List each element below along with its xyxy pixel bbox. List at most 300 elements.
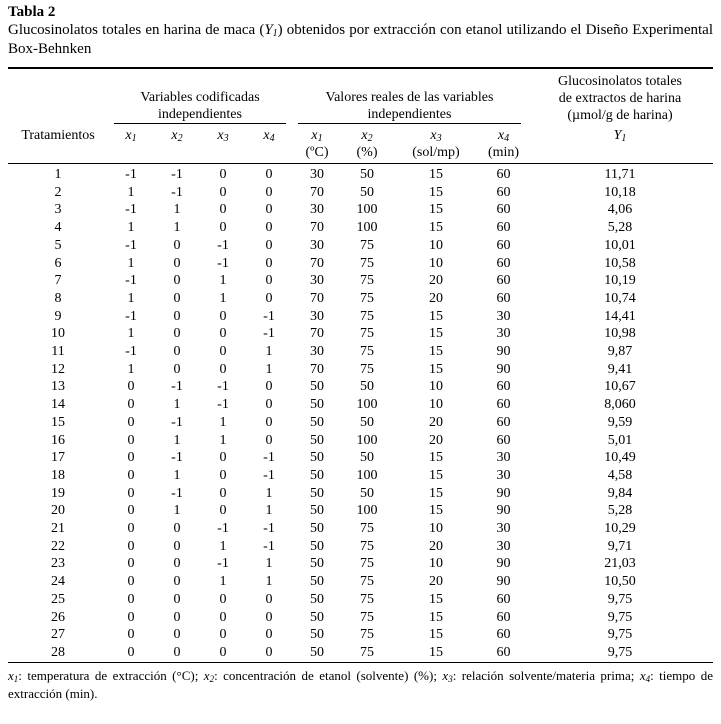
coded-x2-cell: 1 bbox=[173, 432, 181, 448]
coded-x3-cell: 1 bbox=[219, 432, 227, 448]
glucosinolatos-y1-cell: 5,28 bbox=[607, 503, 633, 519]
real-x1-cell: 50 bbox=[310, 414, 324, 430]
coded-x3-cell: 0 bbox=[219, 503, 227, 519]
tratamiento-cell: 25 bbox=[51, 591, 65, 607]
coded-x4-cell: 1 bbox=[265, 503, 273, 519]
coded-x3-cell: 1 bbox=[219, 574, 227, 590]
real-x2-cell: 75 bbox=[360, 344, 374, 360]
coded-x3-cell: 1 bbox=[219, 538, 227, 554]
real-x4-cell: 90 bbox=[496, 503, 511, 519]
caption-text-after: ) obtenidos por extracción con etanol utilizando el Diseño Experimental Box-Behnken bbox=[8, 22, 713, 57]
real-x1-cell: 50 bbox=[310, 503, 324, 519]
table-row bbox=[8, 644, 713, 662]
tratamiento-cell: 27 bbox=[51, 627, 65, 643]
real-x4-cell: 60 bbox=[496, 273, 511, 289]
real-x1-cell: 30 bbox=[310, 273, 324, 289]
caption-text-before: Glucosinolatos totales en harina de maca ( bbox=[8, 22, 265, 38]
real-x1-cell: 70 bbox=[310, 255, 324, 271]
real-x1-cell: 70 bbox=[310, 220, 324, 236]
coded-x2-cell: 1 bbox=[173, 397, 181, 413]
coded-x3-cell: 1 bbox=[219, 414, 227, 430]
real-x3-cell: 15 bbox=[429, 485, 443, 501]
result-y1-header: $Y_1$ bbox=[613, 128, 627, 144]
coded-x1-cell: 0 bbox=[127, 609, 135, 625]
glucosinolatos-y1-cell: 9,84 bbox=[607, 485, 633, 501]
real-x3-cell: 20 bbox=[429, 574, 443, 590]
real-x2-cell: 50 bbox=[360, 414, 374, 430]
coded-x1-cell: 0 bbox=[127, 414, 135, 430]
real-x4-cell: 30 bbox=[496, 450, 511, 466]
real-x1-cell: 50 bbox=[310, 556, 324, 572]
real-x1-cell: 70 bbox=[310, 184, 324, 200]
coded-x4-header: $x_4$ bbox=[263, 128, 275, 144]
coded-x4-cell: -1 bbox=[263, 521, 275, 537]
glucosinolatos-y1-cell: 10,49 bbox=[604, 450, 636, 466]
coded-x3-cell: 0 bbox=[219, 467, 227, 483]
coded-x3-cell: 1 bbox=[219, 290, 227, 306]
table-row bbox=[8, 237, 713, 255]
coded-x3-cell: -1 bbox=[217, 521, 229, 537]
coded-x3-header: $x_3$ bbox=[217, 128, 229, 144]
glucosinolatos-y1-cell: 8,060 bbox=[604, 397, 636, 413]
real-x2-unit: (%) bbox=[342, 144, 392, 164]
real-x4-cell: 60 bbox=[480, 644, 527, 662]
real-x1-cell: 50 bbox=[310, 627, 324, 643]
table-row bbox=[8, 272, 713, 290]
table-row bbox=[8, 184, 713, 202]
coded-x1-cell: 0 bbox=[127, 432, 135, 448]
coded-x2-cell: 0 bbox=[173, 521, 181, 537]
real-x3-cell: 15 bbox=[392, 644, 480, 662]
coded-x2-cell: 0 bbox=[173, 344, 181, 360]
real-x3-cell: 15 bbox=[429, 609, 443, 625]
real-x1-unit: (ºC) bbox=[292, 144, 342, 164]
tratamiento-cell: 11 bbox=[51, 344, 65, 360]
table-row bbox=[8, 449, 713, 467]
coded-x1-cell: 1 bbox=[127, 184, 135, 200]
tratamiento-cell: 26 bbox=[51, 609, 65, 625]
coded-x1-cell: 0 bbox=[127, 556, 135, 572]
real-x1-header: $x_1$ bbox=[311, 128, 323, 144]
real-x2-cell: 75 bbox=[360, 574, 374, 590]
result-header: Glucosinolatos totales de extractos de harina (µmol/g de harina) bbox=[557, 74, 683, 123]
real-x3-cell: 15 bbox=[429, 361, 443, 377]
coded-x3-cell: 0 bbox=[219, 184, 227, 200]
header-row-vars bbox=[8, 124, 713, 144]
table-row bbox=[8, 201, 713, 219]
coded-x4-cell: 0 bbox=[265, 397, 273, 413]
coded-x1-cell: 1 bbox=[127, 326, 135, 342]
real-x4-cell: 90 bbox=[496, 556, 511, 572]
coded-x1-cell: 1 bbox=[127, 255, 135, 271]
glucosinolatos-y1-cell: 10,50 bbox=[604, 574, 636, 590]
coded-x3-cell: 0 bbox=[219, 591, 227, 607]
coded-x2-cell: -1 bbox=[171, 450, 183, 466]
real-x3-cell: 15 bbox=[429, 308, 443, 324]
real-x2-cell: 100 bbox=[356, 467, 378, 483]
coded-x2-cell: -1 bbox=[171, 485, 183, 501]
coded-x2-cell: 1 bbox=[173, 202, 181, 218]
real-x3-cell: 15 bbox=[429, 202, 443, 218]
real-x3-cell: 20 bbox=[429, 290, 443, 306]
glucosinolatos-y1-cell: 9,75 bbox=[607, 609, 633, 625]
real-x2-cell: 50 bbox=[360, 184, 374, 200]
coded-x4-cell: 0 bbox=[265, 609, 273, 625]
coded-x3-cell: 0 bbox=[219, 326, 227, 342]
table-row bbox=[8, 538, 713, 556]
glucosinolatos-y1-cell: 10,19 bbox=[604, 273, 636, 289]
real-x4-cell: 90 bbox=[496, 344, 511, 360]
coded-x3-cell: 0 bbox=[200, 644, 246, 662]
real-x2-cell: 75 bbox=[360, 255, 374, 271]
real-x3-cell: 10 bbox=[429, 379, 443, 395]
glucosinolatos-y1-cell: 10,18 bbox=[604, 184, 636, 200]
real-x3-cell: 15 bbox=[429, 627, 443, 643]
coded-x4-cell: 0 bbox=[265, 414, 273, 430]
real-x2-header: $x_2$ bbox=[361, 128, 373, 144]
coded-x1-header: $x_1$ bbox=[125, 128, 137, 144]
coded-x4-cell: 0 bbox=[265, 290, 273, 306]
glucosinolatos-y1-cell: 10,74 bbox=[604, 290, 636, 306]
glucosinolatos-y1-cell: 10,58 bbox=[604, 255, 636, 271]
tratamiento-cell: 21 bbox=[51, 521, 65, 537]
coded-x2-cell: -1 bbox=[171, 379, 183, 395]
footnote-text: : relación solvente/materia prima; bbox=[452, 667, 640, 683]
coded-x1-cell: 0 bbox=[127, 503, 135, 519]
real-x1-cell: 30 bbox=[310, 167, 324, 182]
real-x2-cell: 50 bbox=[360, 167, 374, 182]
real-x2-cell: 100 bbox=[356, 432, 378, 448]
real-x2-cell: 100 bbox=[356, 202, 378, 218]
coded-x1-cell: 1 bbox=[127, 290, 135, 306]
glucosinolatos-y1-cell: 9,75 bbox=[607, 591, 633, 607]
table-row bbox=[8, 485, 713, 503]
real-x2-cell: 75 bbox=[360, 308, 374, 324]
document bbox=[8, 3, 713, 703]
real-x4-cell: 60 bbox=[496, 627, 511, 643]
coded-x4-cell: 0 bbox=[265, 184, 273, 200]
coded-x3-cell: -1 bbox=[217, 379, 229, 395]
coded-x2-cell: 1 bbox=[173, 503, 181, 519]
real-x2-cell: 75 bbox=[360, 361, 374, 377]
table-row bbox=[8, 343, 713, 361]
real-x1-cell: 50 bbox=[310, 450, 324, 466]
coded-x2-cell: 0 bbox=[173, 609, 181, 625]
real-x2-cell: 75 bbox=[360, 326, 374, 342]
coded-x3-cell: 1 bbox=[219, 273, 227, 289]
coded-x1-cell: 0 bbox=[127, 467, 135, 483]
coded-x2-cell: -1 bbox=[171, 414, 183, 430]
coded-x1-cell: -1 bbox=[125, 273, 137, 289]
real-x1-cell: 50 bbox=[310, 467, 324, 483]
coded-x2-cell: 0 bbox=[173, 308, 181, 324]
glucosinolatos-y1-cell: 9,87 bbox=[607, 344, 633, 360]
glucosinolatos-y1-cell: 4,06 bbox=[607, 202, 633, 218]
coded-x1-cell: 0 bbox=[127, 627, 135, 643]
real-x1-cell: 50 bbox=[310, 591, 324, 607]
real-x3-cell: 15 bbox=[429, 591, 443, 607]
coded-x3-cell: -1 bbox=[217, 556, 229, 572]
coded-x3-cell: 0 bbox=[219, 344, 227, 360]
real-x1-cell: 50 bbox=[310, 538, 324, 554]
real-x1-cell: 30 bbox=[310, 308, 324, 324]
coded-x4-cell: -1 bbox=[263, 538, 275, 554]
footnote-variable: $x_2$ bbox=[203, 667, 215, 684]
real-x2-cell: 75 bbox=[360, 627, 374, 643]
tratamiento-cell: 28 bbox=[8, 644, 108, 662]
real-x3-cell: 10 bbox=[429, 556, 443, 572]
table-row bbox=[8, 361, 713, 379]
header-row-units bbox=[8, 144, 713, 164]
header-row-groups bbox=[8, 69, 713, 124]
coded-x3-cell: 0 bbox=[219, 220, 227, 236]
glucosinolatos-y1-cell: 9,41 bbox=[607, 361, 633, 377]
coded-x4-cell: 0 bbox=[265, 591, 273, 607]
real-x2-cell: 75 bbox=[360, 609, 374, 625]
footnote-variable: $x_3$ bbox=[442, 667, 453, 684]
real-x4-cell: 60 bbox=[496, 255, 511, 271]
coded-x1-cell: -1 bbox=[125, 308, 137, 324]
coded-x3-cell: -1 bbox=[217, 255, 229, 271]
table-row bbox=[8, 414, 713, 432]
real-x1-cell: 30 bbox=[310, 237, 324, 253]
coded-x2-cell: 0 bbox=[173, 237, 181, 253]
glucosinolatos-y1-cell: 5,01 bbox=[607, 432, 633, 448]
coded-x2-cell: 0 bbox=[173, 538, 181, 554]
real-x2-cell: 75 bbox=[360, 521, 374, 537]
table-row bbox=[8, 378, 713, 396]
tratamiento-cell: 5 bbox=[54, 237, 62, 253]
real-x2-cell: 100 bbox=[356, 503, 378, 519]
table-row bbox=[8, 502, 713, 520]
table-row bbox=[8, 467, 713, 485]
real-x4-cell: 30 bbox=[496, 521, 511, 537]
real-x3-unit: (sol/mp) bbox=[392, 144, 480, 164]
real-x1-cell: 50 bbox=[310, 521, 324, 537]
tratamiento-cell: 22 bbox=[51, 538, 65, 554]
real-x3-cell: 15 bbox=[429, 220, 443, 236]
coded-x1-cell: 0 bbox=[127, 538, 135, 554]
real-x4-cell: 90 bbox=[496, 574, 511, 590]
real-x3-cell: 10 bbox=[429, 237, 443, 253]
real-x3-cell: 15 bbox=[429, 326, 443, 342]
coded-x2-cell: 0 bbox=[173, 290, 181, 306]
tratamiento-cell: 8 bbox=[54, 290, 62, 306]
real-x3-cell: 10 bbox=[429, 397, 443, 413]
real-x4-cell: 60 bbox=[496, 167, 511, 182]
coded-x2-cell: -1 bbox=[171, 184, 183, 200]
tratamiento-cell: 24 bbox=[51, 574, 65, 590]
coded-x2-cell: 0 bbox=[173, 255, 181, 271]
real-x2-cell: 75 bbox=[360, 237, 374, 253]
tratamiento-cell: 20 bbox=[51, 503, 65, 519]
coded-x4-cell: 0 bbox=[265, 237, 273, 253]
data-table bbox=[8, 69, 713, 663]
coded-x2-cell: 0 bbox=[173, 273, 181, 289]
real-x4-header: $x_4$ bbox=[497, 128, 510, 144]
real-x2-cell: 75 bbox=[360, 290, 374, 306]
coded-x4-cell: 0 bbox=[246, 644, 292, 662]
tratamiento-cell: 7 bbox=[54, 273, 62, 289]
caption-variable: $Y_1$ bbox=[264, 22, 278, 39]
real-x1-cell: 70 bbox=[310, 326, 324, 342]
tratamiento-cell: 19 bbox=[51, 485, 65, 501]
coded-x4-cell: 0 bbox=[265, 379, 273, 395]
real-x4-cell: 30 bbox=[496, 538, 511, 554]
coded-x4-cell: 0 bbox=[265, 627, 273, 643]
coded-x3-cell: 0 bbox=[219, 308, 227, 324]
coded-x1-cell: 1 bbox=[127, 220, 135, 236]
real-x4-cell: 60 bbox=[496, 379, 511, 395]
real-x2-cell: 75 bbox=[360, 538, 374, 554]
real-x1-cell: 30 bbox=[310, 202, 324, 218]
coded-x3-cell: 0 bbox=[219, 627, 227, 643]
real-x4-cell: 60 bbox=[496, 290, 511, 306]
coded-x2-cell: 0 bbox=[154, 644, 200, 662]
coded-variables-header: Variables codificadas independientes bbox=[108, 69, 292, 124]
coded-x3-cell: 0 bbox=[219, 609, 227, 625]
footnote-text: : temperatura de extracción (°C); bbox=[18, 667, 204, 683]
real-x3-cell: 20 bbox=[429, 432, 443, 448]
tratamientos-header: Tratamientos bbox=[8, 124, 108, 164]
real-x4-unit: (min) bbox=[480, 144, 527, 164]
real-x1-cell: 70 bbox=[310, 361, 324, 377]
real-x3-cell: 15 bbox=[429, 184, 443, 200]
tratamiento-cell: 23 bbox=[51, 556, 65, 572]
table-row bbox=[8, 555, 713, 573]
coded-x3-cell: 0 bbox=[219, 485, 227, 501]
table-row bbox=[8, 219, 713, 237]
coded-x2-cell: 0 bbox=[173, 326, 181, 342]
real-x4-cell: 60 bbox=[496, 609, 511, 625]
glucosinolatos-y1-cell: 9,71 bbox=[607, 538, 633, 554]
table-row bbox=[8, 626, 713, 644]
glucosinolatos-y1-cell: 5,28 bbox=[607, 220, 633, 236]
real-x3-cell: 15 bbox=[429, 167, 443, 182]
table-row bbox=[8, 308, 713, 326]
table-row bbox=[8, 325, 713, 343]
tratamiento-cell: 12 bbox=[51, 361, 65, 377]
footnote-text: : concentración de etanol (solvente) (%); bbox=[214, 667, 443, 683]
coded-x4-cell: -1 bbox=[263, 467, 275, 483]
coded-x4-cell: 1 bbox=[265, 485, 273, 501]
glucosinolatos-y1-cell: 11,71 bbox=[604, 167, 636, 182]
table-body bbox=[8, 164, 713, 663]
tratamiento-cell: 17 bbox=[51, 450, 65, 466]
real-x3-cell: 20 bbox=[429, 538, 443, 554]
glucosinolatos-y1-cell: 10,29 bbox=[604, 521, 636, 537]
real-x4-cell: 30 bbox=[496, 467, 511, 483]
real-x1-cell: 50 bbox=[310, 379, 324, 395]
coded-x2-cell: -1 bbox=[171, 167, 183, 182]
real-x3-cell: 20 bbox=[429, 414, 443, 430]
real-x3-header: $x_3$ bbox=[430, 128, 442, 144]
table-row bbox=[8, 255, 713, 273]
glucosinolatos-y1-cell: 21,03 bbox=[604, 556, 636, 572]
real-x4-cell: 60 bbox=[496, 432, 511, 448]
tratamiento-cell: 3 bbox=[54, 202, 62, 218]
coded-x2-cell: 0 bbox=[173, 574, 181, 590]
glucosinolatos-y1-cell: 4,58 bbox=[607, 467, 633, 483]
coded-x4-cell: 0 bbox=[265, 255, 273, 271]
coded-x3-cell: 0 bbox=[219, 167, 227, 182]
footnote-variable: $x_4$ bbox=[639, 667, 651, 684]
real-x4-cell: 60 bbox=[496, 184, 511, 200]
real-x3-cell: 15 bbox=[429, 344, 443, 360]
coded-x4-cell: 0 bbox=[265, 432, 273, 448]
coded-x1-cell: 0 bbox=[127, 397, 135, 413]
coded-x1-cell: 0 bbox=[127, 485, 135, 501]
coded-x2-cell: 0 bbox=[173, 556, 181, 572]
glucosinolatos-y1-cell: 9,75 bbox=[527, 644, 713, 662]
real-x1-cell: 50 bbox=[310, 397, 324, 413]
real-x3-cell: 15 bbox=[429, 467, 443, 483]
real-x1-cell: 30 bbox=[310, 344, 324, 360]
real-x2-cell: 75 bbox=[360, 591, 374, 607]
tratamiento-cell: 15 bbox=[51, 414, 65, 430]
coded-x2-cell: 0 bbox=[173, 591, 181, 607]
real-x4-cell: 60 bbox=[496, 220, 511, 236]
real-x4-cell: 60 bbox=[496, 414, 511, 430]
coded-x3-cell: -1 bbox=[217, 397, 229, 413]
real-x4-cell: 30 bbox=[496, 326, 511, 342]
footnote-text: : tiempo de extracción (min). bbox=[8, 667, 713, 701]
real-x1-cell: 50 bbox=[310, 485, 324, 501]
coded-x3-cell: -1 bbox=[217, 237, 229, 253]
coded-x4-cell: 1 bbox=[265, 556, 273, 572]
coded-x1-cell: -1 bbox=[125, 202, 137, 218]
real-x3-cell: 10 bbox=[429, 255, 443, 271]
coded-x2-cell: 1 bbox=[173, 220, 181, 236]
real-x2-cell: 50 bbox=[360, 379, 374, 395]
real-x4-cell: 30 bbox=[496, 308, 511, 324]
table-row bbox=[8, 164, 713, 184]
real-x2-cell: 100 bbox=[356, 397, 378, 413]
real-x3-cell: 10 bbox=[429, 521, 443, 537]
real-x1-cell: 70 bbox=[310, 290, 324, 306]
real-x1-cell: 50 bbox=[310, 574, 324, 590]
table-row bbox=[8, 609, 713, 627]
coded-x2-cell: 0 bbox=[173, 627, 181, 643]
coded-x3-cell: 0 bbox=[219, 450, 227, 466]
real-x3-cell: 15 bbox=[429, 503, 443, 519]
glucosinolatos-y1-cell: 9,59 bbox=[607, 414, 633, 430]
real-x2-cell: 100 bbox=[356, 220, 378, 236]
coded-x4-cell: 1 bbox=[265, 344, 273, 360]
coded-x4-cell: -1 bbox=[263, 450, 275, 466]
tratamiento-cell: 4 bbox=[54, 220, 62, 236]
coded-x1-cell: 1 bbox=[127, 361, 135, 377]
tratamiento-cell: 16 bbox=[51, 432, 65, 448]
coded-x1-cell: 0 bbox=[108, 644, 154, 662]
real-x4-cell: 60 bbox=[496, 202, 511, 218]
real-x4-cell: 90 bbox=[496, 485, 511, 501]
coded-x2-cell: 1 bbox=[173, 467, 181, 483]
glucosinolatos-y1-cell: 10,01 bbox=[604, 237, 636, 253]
coded-x3-cell: 0 bbox=[219, 202, 227, 218]
coded-x1-cell: -1 bbox=[125, 344, 137, 360]
coded-x1-cell: 0 bbox=[127, 379, 135, 395]
real-x4-cell: 90 bbox=[496, 361, 511, 377]
footnote-variable: $x_1$ bbox=[8, 667, 19, 684]
coded-x1-cell: 0 bbox=[127, 450, 135, 466]
tratamiento-cell: 14 bbox=[51, 397, 65, 413]
real-x3-cell: 15 bbox=[429, 450, 443, 466]
real-x4-cell: 60 bbox=[496, 397, 511, 413]
glucosinolatos-y1-cell: 14,41 bbox=[604, 308, 636, 324]
coded-x1-cell: -1 bbox=[125, 167, 137, 182]
glucosinolatos-y1-cell: 10,98 bbox=[604, 326, 636, 342]
